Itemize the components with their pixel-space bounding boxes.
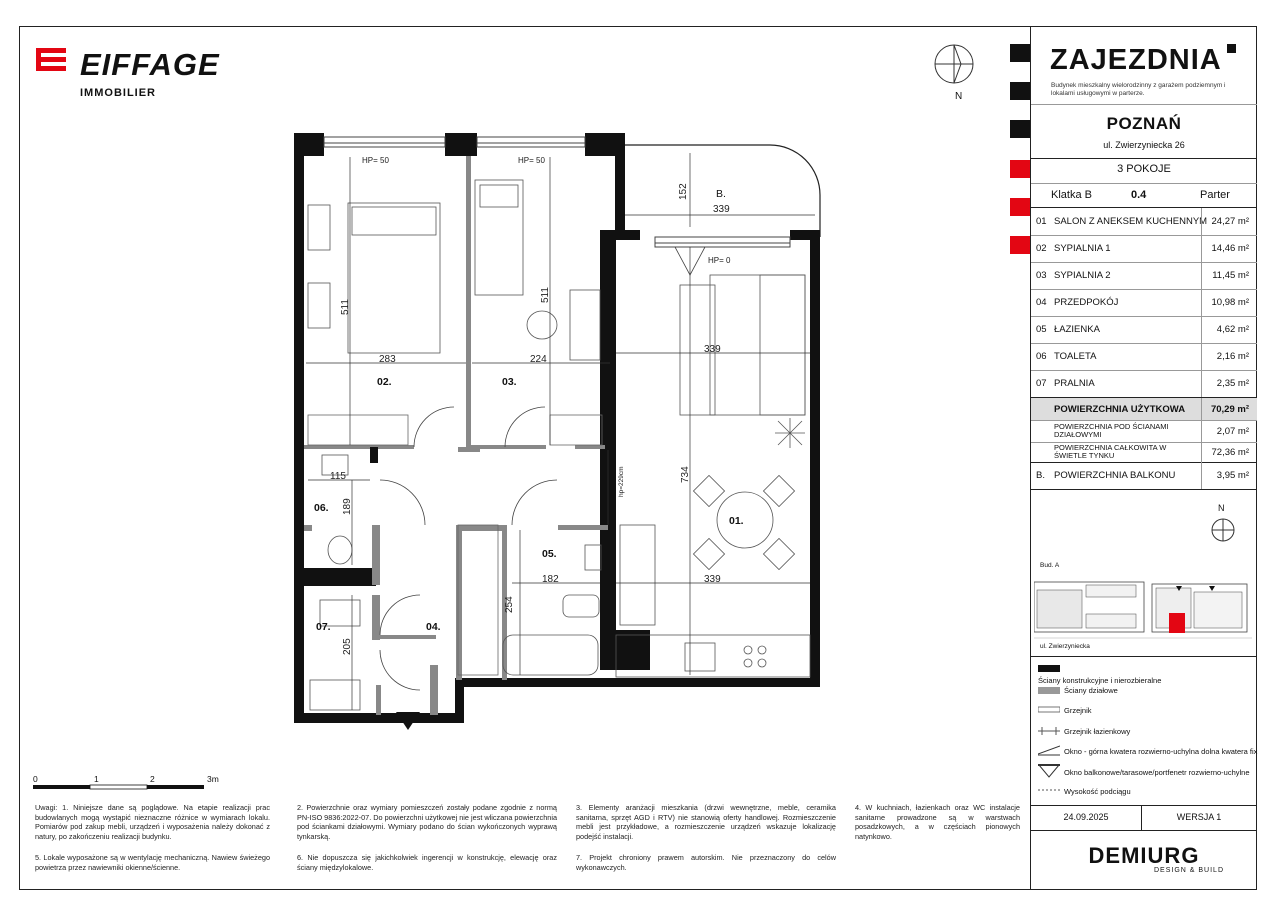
legend-beam-icon (1038, 784, 1060, 796)
dim-339-balcony: 339 (713, 204, 730, 215)
room-label-07: 07. (316, 621, 331, 633)
dim-152: 152 (678, 183, 689, 200)
legend-bath-radiator: Grzejnik łazienkowy (1064, 727, 1131, 736)
dim-339-living: 339 (704, 344, 721, 355)
dining-table-icon (693, 475, 794, 569)
note-2: 2. Powierzchnie oraz wymiary pomieszczeń zostały podane zgodnie z normą PN-ISO 9836:2022-07. Do powierzchni użytkowej nie jest wliczana powierzchnia pod ściankami działowymi. Wymiary podano do ścian wykończonych wyprawą tynkarską. (297, 803, 557, 841)
room-label-02: 02. (377, 376, 392, 388)
dim-511-b: 511 (540, 287, 551, 303)
legend-radiator-icon (1038, 705, 1060, 715)
project-title: ZAJEZDNIA (1050, 44, 1222, 76)
unit-rooms: 3 POKOJE (1117, 163, 1171, 175)
room-label-03: 03. (502, 376, 517, 388)
dim-339-kitchen: 339 (704, 574, 721, 585)
legend-balcony-door: Okno balkonowe/tarasowe/portfenetr rozwierno-uchylne (1064, 768, 1250, 777)
legend-swatch-structural (1038, 665, 1060, 672)
dim-734: 734 (680, 466, 691, 483)
room-row: 04 PRZEDPOKÓJ 10,98 m² (1031, 289, 1257, 316)
legend-bath-radiator-icon (1038, 725, 1060, 737)
tab-marker-active (1010, 198, 1030, 216)
walls-area-row: POWIERZCHNIA POD ŚCIANAMI DZIAŁOWYMI 2,07 m² (1031, 420, 1257, 442)
legend-structural: Ściany konstrukcyjne i nierozbieralne (1038, 676, 1162, 685)
dim-283: 283 (379, 354, 396, 365)
scale-label-3: 3m (207, 774, 219, 784)
room-table (1031, 207, 1257, 489)
tab-marker-active (1010, 236, 1030, 254)
scale-bar (33, 783, 208, 795)
project-title-square (1227, 44, 1236, 53)
bed-icon (308, 203, 440, 353)
room-label-01: 01. (729, 515, 744, 527)
hp-label-1: HP= 50 (362, 156, 389, 165)
legend-window-icon (1038, 742, 1060, 758)
room-row: 02 SYPIALNIA 1 14,46 m² (1031, 235, 1257, 262)
designer-sub: DESIGN & BUILD (1153, 867, 1224, 874)
unit-floor: Parter (1200, 189, 1230, 201)
legend-swatch-partition (1038, 687, 1060, 694)
designer-logo: DEMIURG (1088, 843, 1200, 868)
unit-number: 0.4 (1131, 189, 1147, 201)
note-1: Uwagi: 1. Niniejsze dane są poglądowe. Na etapie realizacji prac budowlanych mogą wystąpić nieznaczne różnice w wymiarach lokalu. Pomiarów pod zakup mebli, urządzeń i wyposażenia należy dokonać z natury, po zakończeniu realizacji budynku. (35, 803, 270, 841)
note-7: 7. Projekt chroniony prawem autorskim. Nie przeznaczony do celów wykonawczych. (576, 853, 836, 872)
usable-area-row: POWIERZCHNIA UŻYTKOWA 70,29 m² (1031, 398, 1257, 420)
scale-label-1: 1 (94, 774, 99, 784)
room-row: 05 ŁAZIENKA 4,62 m² (1031, 316, 1257, 343)
eiffage-logo-text: EIFFAGE (80, 47, 220, 82)
room-row: 06 TOALETA 2,16 m² (1031, 343, 1257, 370)
unit-stair: Klatka B (1051, 189, 1092, 201)
note-4: 4. W kuchniach, łazienkach oraz WC instalacje sanitarne prowadzone są w warstwach posadzkowych, a w częściach pionowych natynkowo. (855, 803, 1020, 841)
plant-icon (775, 418, 805, 448)
legend-window: Okno - górna kwatera rozwierno-uchylna dolna kwatera fix (1064, 747, 1258, 756)
hp-label-3: HP= 0 (708, 256, 731, 265)
project-street: ul. Zwierzyniecka 26 (1103, 140, 1185, 150)
legend-radiator: Grzejnik (1064, 706, 1092, 715)
sheet-date: 24.09.2025 (1063, 812, 1109, 822)
floor-plan (280, 125, 840, 730)
tab-marker-active (1010, 160, 1030, 178)
eiffage-logo-mark (36, 45, 72, 79)
project-city: POZNAŃ (1106, 114, 1182, 133)
dim-254: 254 (504, 596, 515, 613)
dim-115: 115 (330, 471, 346, 482)
room-row: 07 PRALNIA 2,35 m² (1031, 370, 1257, 397)
room-label-balcony: B. (716, 188, 726, 200)
sheet-version: WERSJA 1 (1176, 812, 1222, 822)
dim-189: 189 (342, 498, 353, 515)
room-label-05: 05. (542, 548, 557, 560)
note-5: 5. Lokale wyposażone są w wentylację mechaniczną. Nawiew świeżego powietrza przez nawiewniki okienne/ścienne. (35, 853, 270, 872)
note-6: 6. Nie dopuszcza się jakichkolwiek ingerencji w konstrukcję, elewację oraz ściany międzylokalowe. (297, 853, 557, 872)
eiffage-logo-sub: IMMOBILIER (80, 87, 156, 99)
bed-2-icon (475, 180, 600, 360)
room-label-04: 04. (426, 621, 441, 633)
tab-marker (1010, 82, 1030, 100)
scale-label-2: 2 (150, 774, 155, 784)
tab-marker (1010, 44, 1030, 62)
dim-205: 205 (342, 638, 353, 655)
eiffage-logo (36, 45, 226, 105)
total-area-row: POWIERZCHNIA CAŁKOWITA W ŚWIETLE TYNKU 72,36 m² (1054, 443, 1249, 460)
site-building-label: Bud. A (1040, 562, 1060, 569)
dim-182: 182 (542, 574, 559, 585)
room-row: 03 SYPIALNIA 2 11,45 m² (1031, 262, 1257, 289)
partition-walls (304, 156, 608, 715)
bathtub-icon (503, 545, 601, 675)
dim-224: 224 (530, 354, 547, 365)
legend-partition: Ściany działowe (1064, 686, 1118, 695)
project-description: Budynek mieszkalny wielorodzinny z garażem podziemnym i lokalami usługowymi w parterze. (1051, 82, 1226, 97)
dim-511-a: 511 (340, 299, 351, 315)
legend-balcony-door-icon (1038, 763, 1060, 779)
legend-beam-height: Wysokość podciągu (1064, 787, 1131, 796)
scale-label-0: 0 (33, 774, 38, 784)
site-street-label: ul. Zwierzyniecka (1040, 643, 1090, 650)
room-label-06: 06. (314, 502, 329, 514)
hp-label-2: HP= 50 (518, 156, 545, 165)
compass-north-label: N (955, 91, 963, 102)
balcony-row: B. POWIERZCHNIA BALKONU 3,95 m² (1031, 462, 1257, 489)
note-3: 3. Elementy aranżacji mieszkania (drzwi wewnętrzne, meble, ceramika sanitarna, sprzęt AGD i RTV) nie stanowią oferty handlowej. Rozmieszczenie mebli jest przykładowe, a rozmieszczenie urządzeń wskazuje lokalizację podejść instalacji. (576, 803, 836, 841)
tab-marker (1010, 120, 1030, 138)
compass-small-label: N (1218, 503, 1225, 513)
dim-beam-height: hp=229cm (618, 466, 625, 497)
room-row: 01 SALON Z ANEKSEM KUCHENNYM 24,27 m² (1031, 208, 1257, 235)
sofa-icon (680, 275, 805, 415)
